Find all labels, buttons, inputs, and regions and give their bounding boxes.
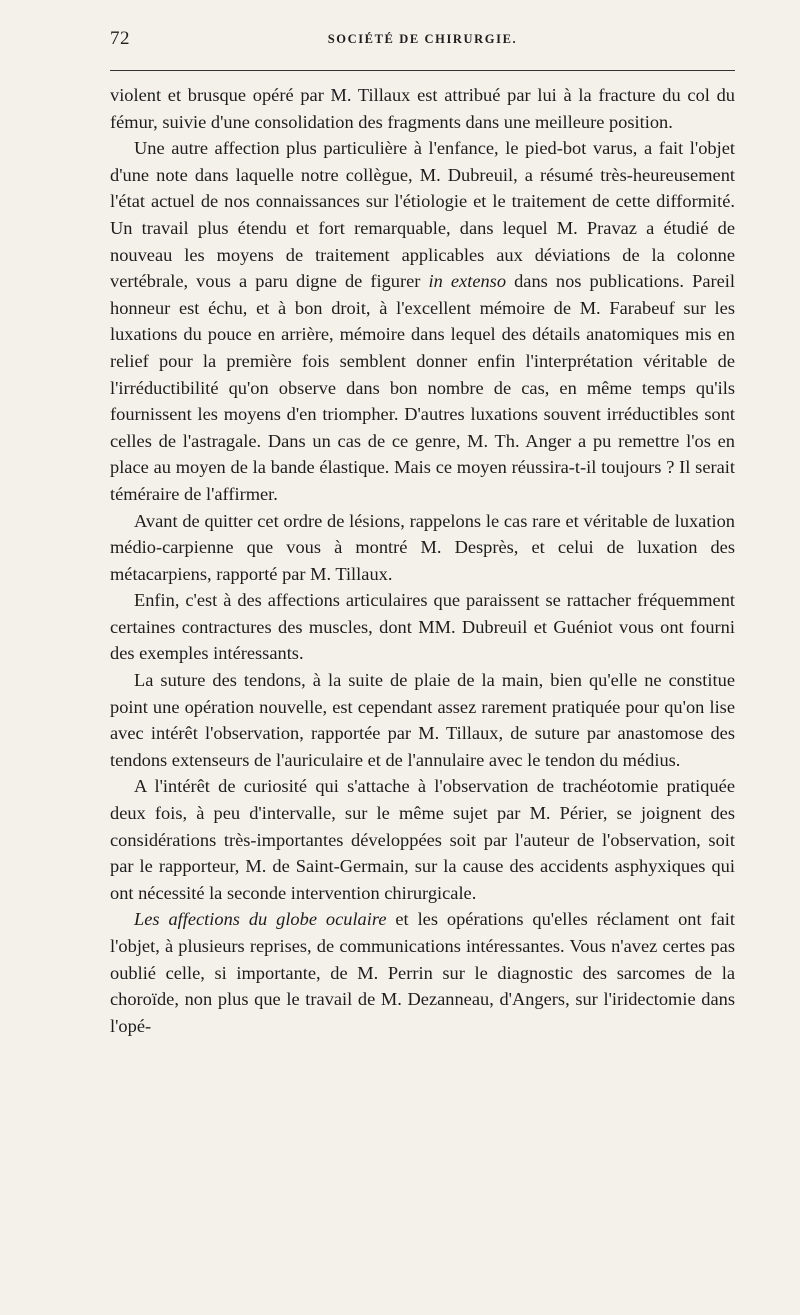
paragraph — [110, 587, 735, 667]
paragraph — [110, 667, 735, 773]
paragraph-text: La suture des tendons, à la suite de plaie de la main, bien qu'elle ne constitue point une opération nouvelle, est cependant assez rarement pratiquée pour qu'on lise avec intérêt l'observation, rapportée par M. Tillaux, de suture par anastomose des tendons extenseurs de l'auriculaire et de l'annulaire avec le tendon du médius. — [110, 670, 735, 770]
paragraph — [110, 906, 735, 1039]
paragraph-text: Avant de quitter cet ordre de lésions, rappelons le cas rare et véritable de luxation médio-carpienne que vous à montré M. Desprès, et celui de luxation des métacarpiens, rapporté par M. Tillaux. — [110, 510, 735, 584]
italic-phrase: Les affections du globe oculaire — [134, 909, 387, 930]
running-title: SOCIÉTÉ DE CHIRURGIE. — [327, 32, 518, 46]
page-header — [110, 28, 735, 62]
paragraph-text: Une autre affection plus particulière à l'enfance, le pied-bot varus, a fait l'objet d'une note dans laquelle notre collègue, M. Dubreuil, a résumé très-heureusement l'état actuel de nos connaissances sur l'étiologie et le traitement de cette difformité. Un travail plus étendu et fort remarquable, dans lequel M. Pravaz a étudié de nouveau les moyens de traitement applicables aux déviations de la colonne vertébrale, vous a paru digne de figurer — [110, 138, 735, 292]
header-rule — [110, 70, 735, 71]
paragraph — [110, 135, 735, 507]
italic-phrase: in extenso — [428, 271, 507, 292]
paragraph-text: Enfin, c'est à des affections articulaires que paraissent se rattacher fréquemment certaines contractures des muscles, dont MM. Dubreuil et Guéniot vous ont fourni des exemples intéressants. — [110, 590, 735, 664]
paragraph-text: A l'intérêt de curiosité qui s'attache à l'observation de trachéotomie pratiquée deux fois, à peu d'intervalle, sur le même sujet par M. Périer, se joignent des considérations très-importantes développées soit par l'auteur de l'observation, soit par le rapporteur, M. de Saint-Germain, sur la cause des accidents asphyxiques qui ont nécessité la seconde intervention chirurgicale. — [110, 776, 735, 903]
paragraph-text: violent et brusque opéré par M. Tillaux est attribué par lui à la fracture du col du fémur, suivie d'une consolidation des fragments dans une meilleure position. — [110, 85, 735, 132]
paragraph — [110, 773, 735, 906]
paragraph — [110, 508, 735, 588]
paragraph — [110, 82, 735, 135]
body-text — [110, 82, 735, 1039]
paragraph-text: dans nos publications. Pareil honneur est échu, et à bon droit, à l'excellent mémoire de M. Farabeuf sur les luxations du pouce en arrière, mémoire dans lequel des détails anatomiques mis en relief pour la première fois semblent donner enfin l'interprétation véritable de l'irréductibilité qu'on observe dans bon nombre de cas, en même temps qu'ils fournissent les moyens d'en triompher. D'autres luxations souvent irréductibles sont celles de l'astragale. Dans un cas de ce genre, M. Th. Anger a pu remettre l'os en place au moyen de la bande élastique. Mais ce moyen réussira-t-il toujours ? Il serait téméraire de l'affirmer. — [110, 271, 735, 504]
paragraph-text: et les opérations qu'elles réclament ont fait l'objet, à plusieurs reprises, de communications intéressantes. Vous n'avez certes pas oublié celle, si importante, de M. Perrin sur le diagnostic des sarcomes de la choroïde, non plus que le travail de M. Dezanneau, d'Angers, sur l'iridectomie dans l'opé- — [110, 909, 735, 1036]
page-number: 72 — [110, 28, 130, 49]
